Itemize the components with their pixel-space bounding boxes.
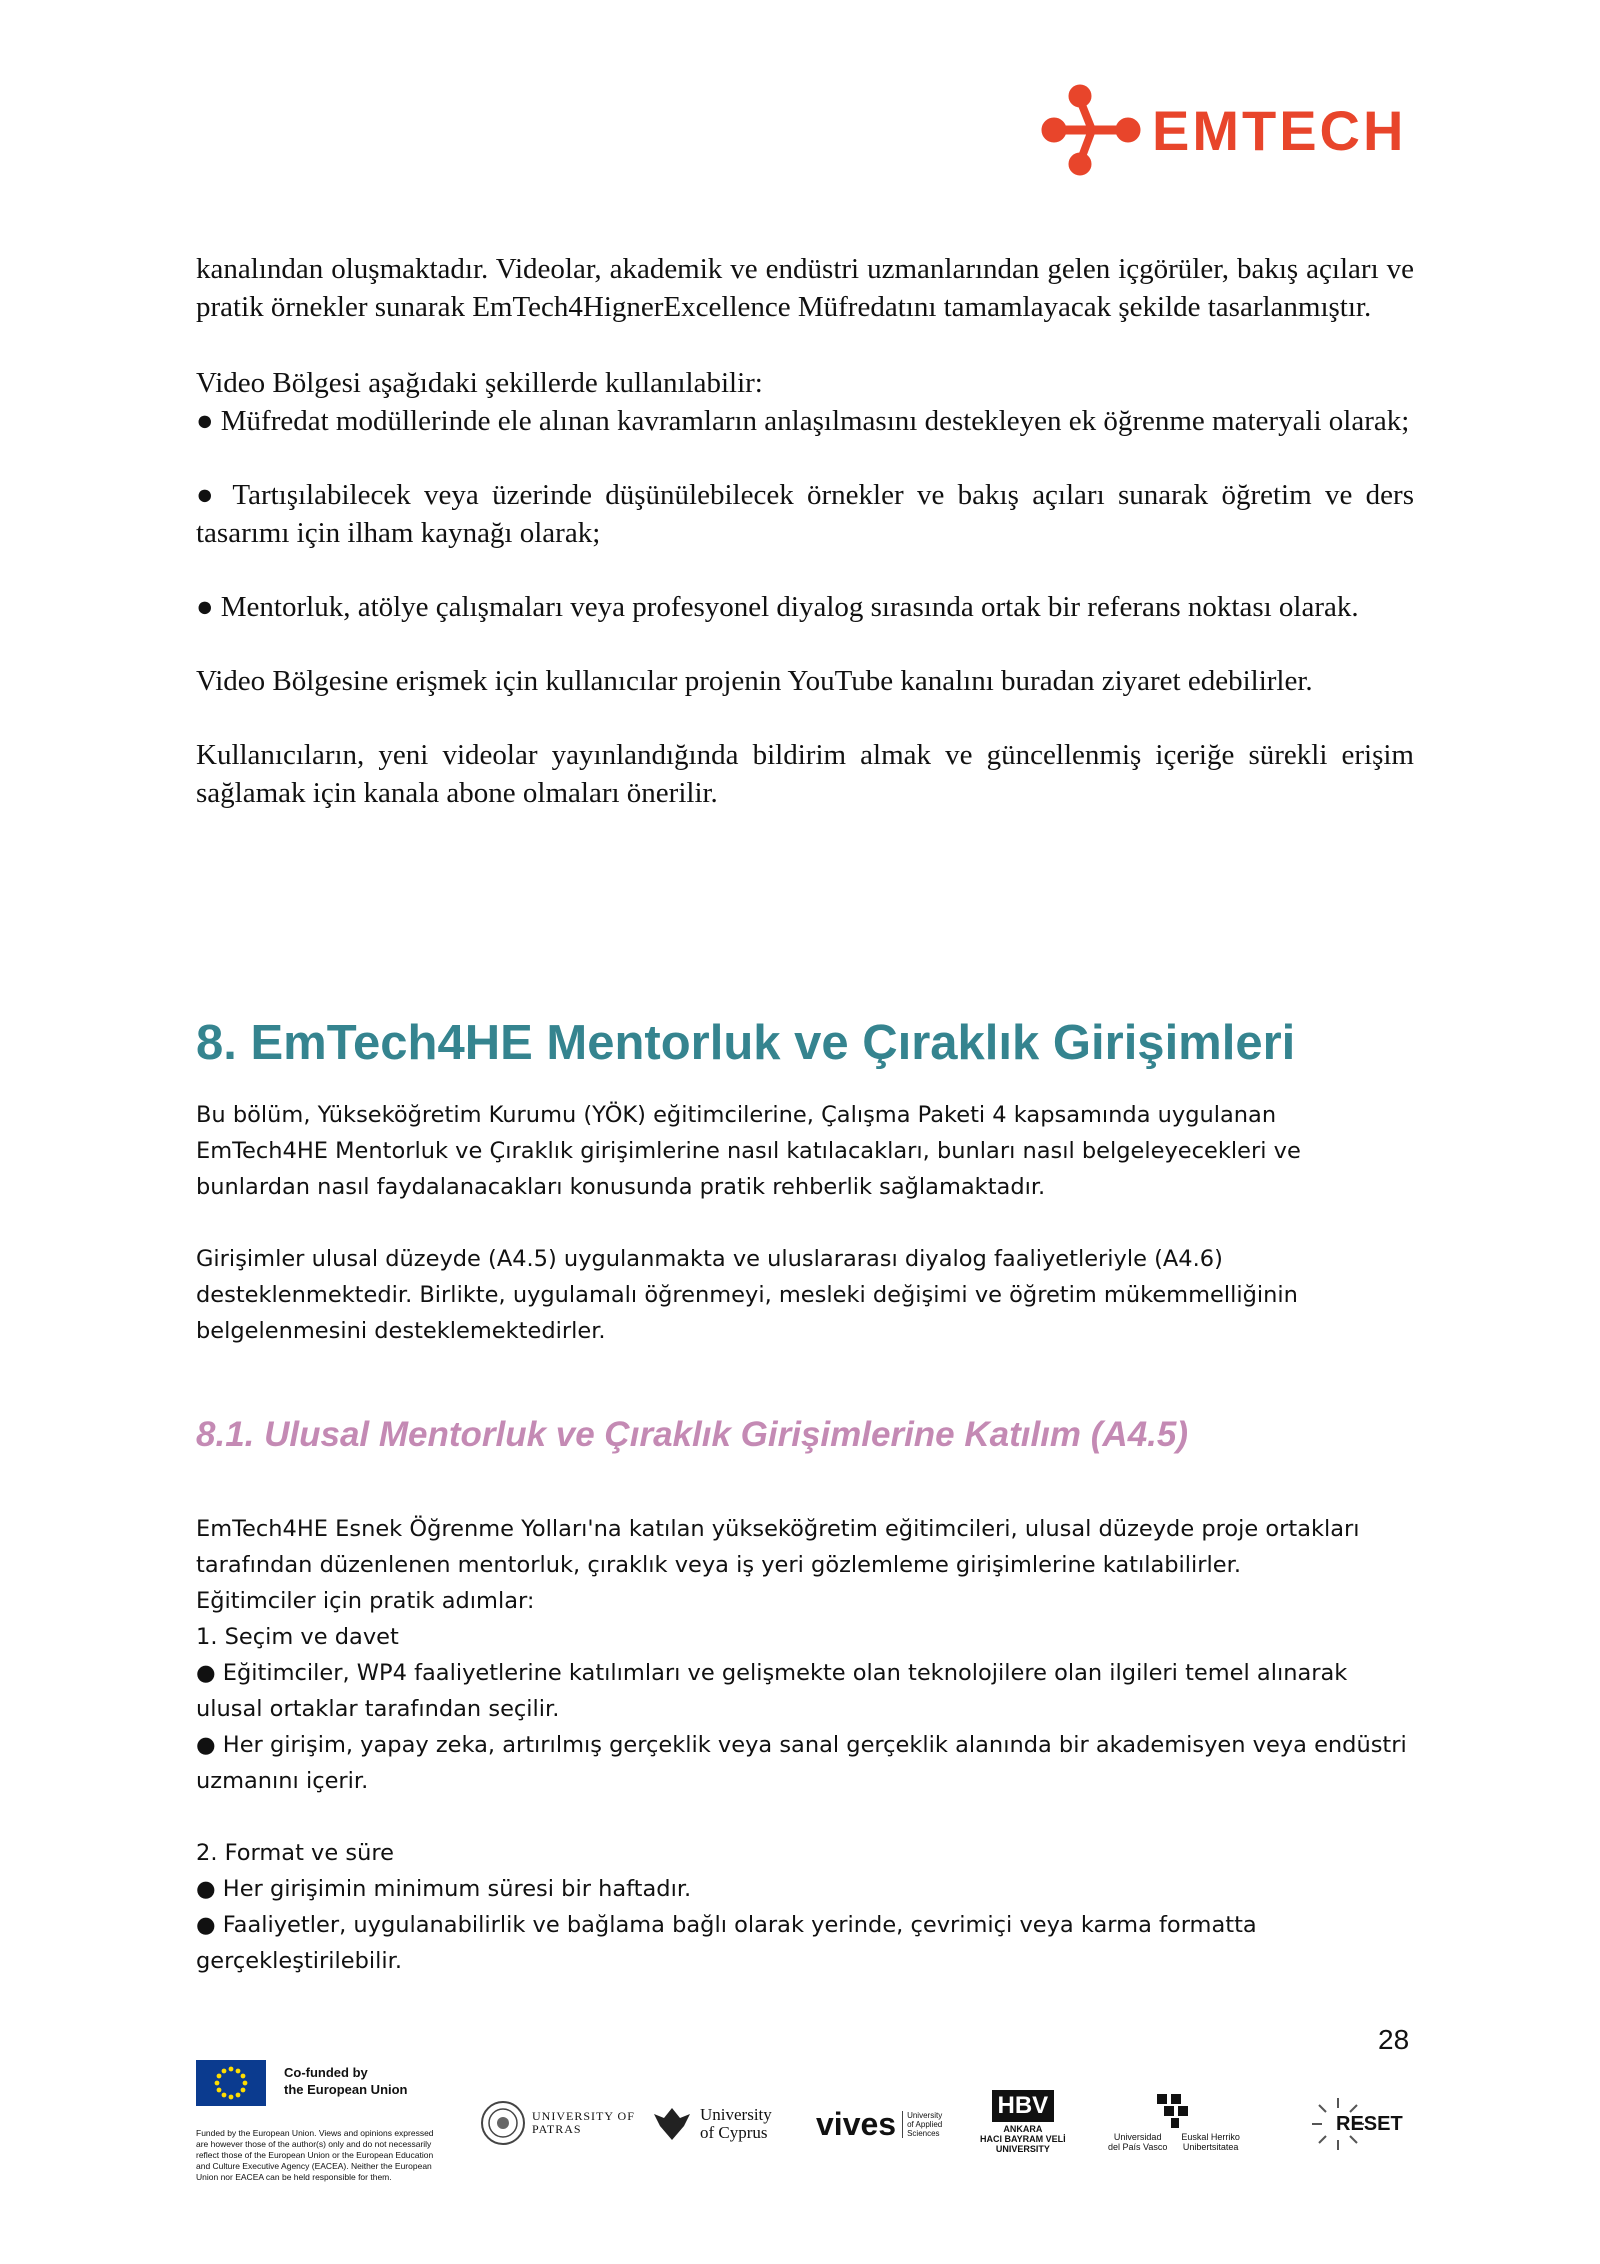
eu-cofunded-block bbox=[196, 2060, 456, 2183]
step-2-title: 2. Format ve süre bbox=[196, 1840, 394, 1866]
section-8-1-body bbox=[196, 1511, 1414, 1979]
patras-text: UNIVERSITY OF PATRAS bbox=[532, 2109, 635, 2136]
emtech-logo-icon bbox=[1040, 80, 1144, 180]
step-1-bullet-2: ● Her girişim, yapay zeka, artırılmış gerçeklik veya sanal gerçeklik alanında bir akademisyen veya endüstri uzmanını içerir. bbox=[196, 1732, 1407, 1794]
reset-logo bbox=[1310, 2096, 1403, 2152]
patras-logo bbox=[480, 2100, 635, 2146]
section-8-paragraph-1: Bu bölüm, Yükseköğretim Kurumu (YÖK) eğitimcilerine, Çalışma Paketi 4 kapsamında uygulanan EmTech4HE Mentorluk ve Çıraklık girişimlerine nasıl katılacakları, bunları nasıl belgeleyecekleri ve bunlardan nasıl faydalanacakları konusunda pratik rehberlik sağlamaktadır. bbox=[196, 1102, 1301, 1200]
step-2-bullet-2: ● Faaliyetler, uygulanabilirlik ve bağlama bağlı olarak yerinde, çevrimiçi veya karma formatta gerçekleştirilebilir. bbox=[196, 1912, 1257, 1974]
paragraph-access: Video Bölgesine erişmek için kullanıcılar projenin YouTube kanalını buradan ziyaret edebilirler. bbox=[196, 665, 1313, 697]
bullet-inspiration: ● Tartışılabilecek veya üzerinde düşünülebilecek örnekler ve bakış açıları sunarak öğretim ve ders tasarımı için ilham kaynağı olarak; bbox=[196, 479, 1414, 549]
footer-logos bbox=[196, 2060, 1416, 2240]
hbv-logo bbox=[980, 2090, 1066, 2154]
emtech-logo-text: EMTECH bbox=[1152, 98, 1407, 162]
cyprus-logo bbox=[650, 2104, 772, 2144]
eu-cofunded-text: Co-funded by the European Union bbox=[284, 2065, 408, 2097]
emtech-logo bbox=[1040, 80, 1406, 180]
section-8-1-heading: 8.1. Ulusal Mentorluk ve Çıraklık Girişimlerine Katılım (A4.5) bbox=[196, 1415, 1189, 1454]
hbv-text: ANKARA HACI BAYRAM VELİ UNIVERSITY bbox=[980, 2124, 1066, 2154]
upv-text: Universidad del País Vasco bbox=[1108, 2132, 1168, 2152]
steps-heading: Eğitimciler için pratik adımlar: bbox=[196, 1588, 535, 1614]
vives-subtext: University of Applied Sciences bbox=[902, 2111, 942, 2138]
reset-text: RESET bbox=[1336, 2112, 1403, 2135]
section-8-body bbox=[196, 1097, 1414, 1349]
patras-seal-icon bbox=[480, 2100, 526, 2146]
eu-flag-icon bbox=[196, 2060, 266, 2106]
paragraph-intro: kanalından oluşmaktadır. Videolar, akademik ve endüstri uzmanlarından gelen içgörüler, bakış açıları ve pratik örnekler sunarak EmTech4HignerExcellence Müfredatını tamamlayacak şekilde tasarlanmıştır. bbox=[196, 253, 1414, 323]
cyprus-emblem-icon bbox=[650, 2104, 694, 2144]
vives-logo bbox=[816, 2106, 942, 2143]
upv-ehu-emblem-icon bbox=[1147, 2090, 1201, 2130]
bullet-reference: ● Mentorluk, atölye çalışmaları veya profesyonel diyalog sırasında ortak bir referans noktası olarak. bbox=[196, 591, 1359, 623]
cyprus-text: University of Cyprus bbox=[700, 2105, 772, 2142]
paragraph-usage-heading: Video Bölgesi aşağıdaki şekillerde kullanılabilir: bbox=[196, 367, 763, 399]
step-2-bullet-1: ● Her girişimin minimum süresi bir haftadır. bbox=[196, 1876, 692, 1902]
body-text-top bbox=[196, 250, 1414, 812]
step-1-bullet-1: ● Eğitimciler, WP4 faaliyetlerine katılımları ve gelişmekte olan teknolojilere olan ilgileri temel alınarak ulusal ortaklar tarafından seçilir. bbox=[196, 1660, 1348, 1722]
section-8-1-intro: EmTech4HE Esnek Öğrenme Yolları'na katılan yükseköğretim eğitimcileri, ulusal düzeyde proje ortakları tarafından düzenlenen mentorluk, çıraklık veya iş yeri gözlemleme girişimlerine katılabilirler. bbox=[196, 1516, 1360, 1578]
section-8-heading: 8. EmTech4HE Mentorluk ve Çıraklık Girişimleri bbox=[196, 1016, 1296, 1070]
ehu-text: Euskal Herriko Unibertsitatea bbox=[1181, 2132, 1240, 2152]
bullet-curriculum: ● Müfredat modüllerinde ele alınan kavramların anlaşılmasını destekleyen ek öğrenme materyali olarak; bbox=[196, 405, 1410, 437]
vives-text: vives bbox=[816, 2106, 897, 2142]
step-1-title: 1. Seçim ve davet bbox=[196, 1624, 399, 1650]
upv-ehu-logo bbox=[1108, 2090, 1240, 2152]
section-8-paragraph-2: Girişimler ulusal düzeyde (A4.5) uygulanmakta ve uluslararası diyalog faaliyetleriyle (A4.6) desteklenmektedir. Birlikte, uygulamalı öğrenmeyi, mesleki değişimi ve öğretim mükemmelliğinin belgelenmesini desteklemektedirler. bbox=[196, 1246, 1298, 1344]
eu-disclaimer: Funded by the European Union. Views and opinions expressed are however those of the author(s) only and do not necessarily reflect those of the European Union or the European Education and Culture Executive Agency (EACEA). Neither the European Union nor EACEA can be held responsible for them. bbox=[196, 2128, 434, 2182]
page-number: 28 bbox=[1378, 2024, 1410, 2055]
paragraph-subscribe: Kullanıcıların, yeni videolar yayınlandığında bildirim almak ve güncellenmiş içeriğe sürekli erişim sağlamak için kanala abone olmaları önerilir. bbox=[196, 739, 1414, 809]
hbv-mark-icon: HBV bbox=[992, 2090, 1055, 2122]
